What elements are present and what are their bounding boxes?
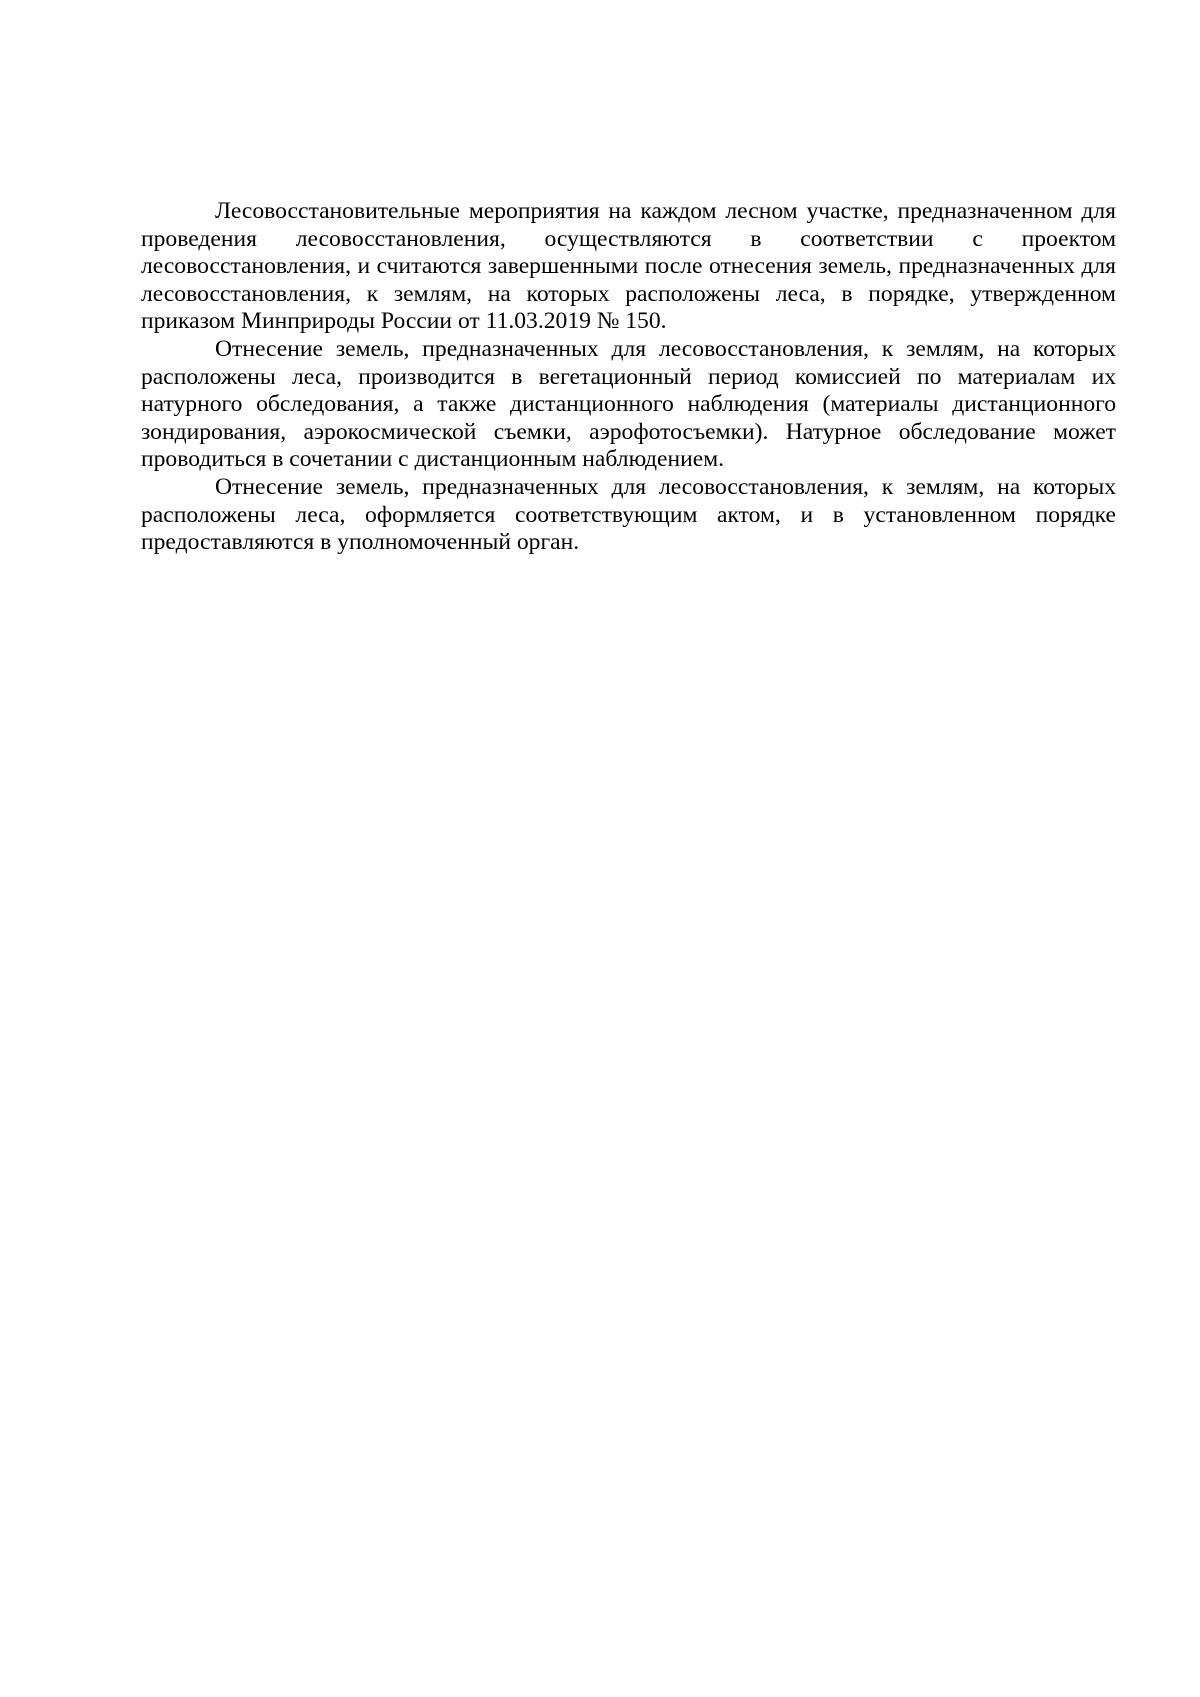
paragraph-act-registration: Отнесение земель, предназначенных для лесовосстановления, к землям, на которых расположены леса, оформляется соответствующим актом, и в установленном порядке предоставляются в уполномоченный орган. (141, 473, 1116, 556)
paragraph-land-classification-procedure: Отнесение земель, предназначенных для лесовосстановления, к землям, на которых расположены леса, производится в вегетационный период комиссией по материалам их натурного обследования, а также дистанционного наблюдения (материалы дистанционного зондирования, аэрокосмической съемки, аэрофотосъемки). Натурное обследование может проводиться в сочетании с дистанционным наблюдением. (141, 335, 1116, 473)
paragraph-reforestation-measures: Лесовосстановительные мероприятия на каждом лесном участке, предназначенном для проведения лесовосстановления, осуществляются в соответствии с проектом лесовосстановления, и считаются завершенными после отнесения земель, предназначенных для лесовосстановления, к землям, на которых расположены леса, в порядке, утвержденном приказом Минприроды России от 11.03.2019 № 150. (141, 198, 1116, 335)
document-body (141, 198, 1116, 557)
